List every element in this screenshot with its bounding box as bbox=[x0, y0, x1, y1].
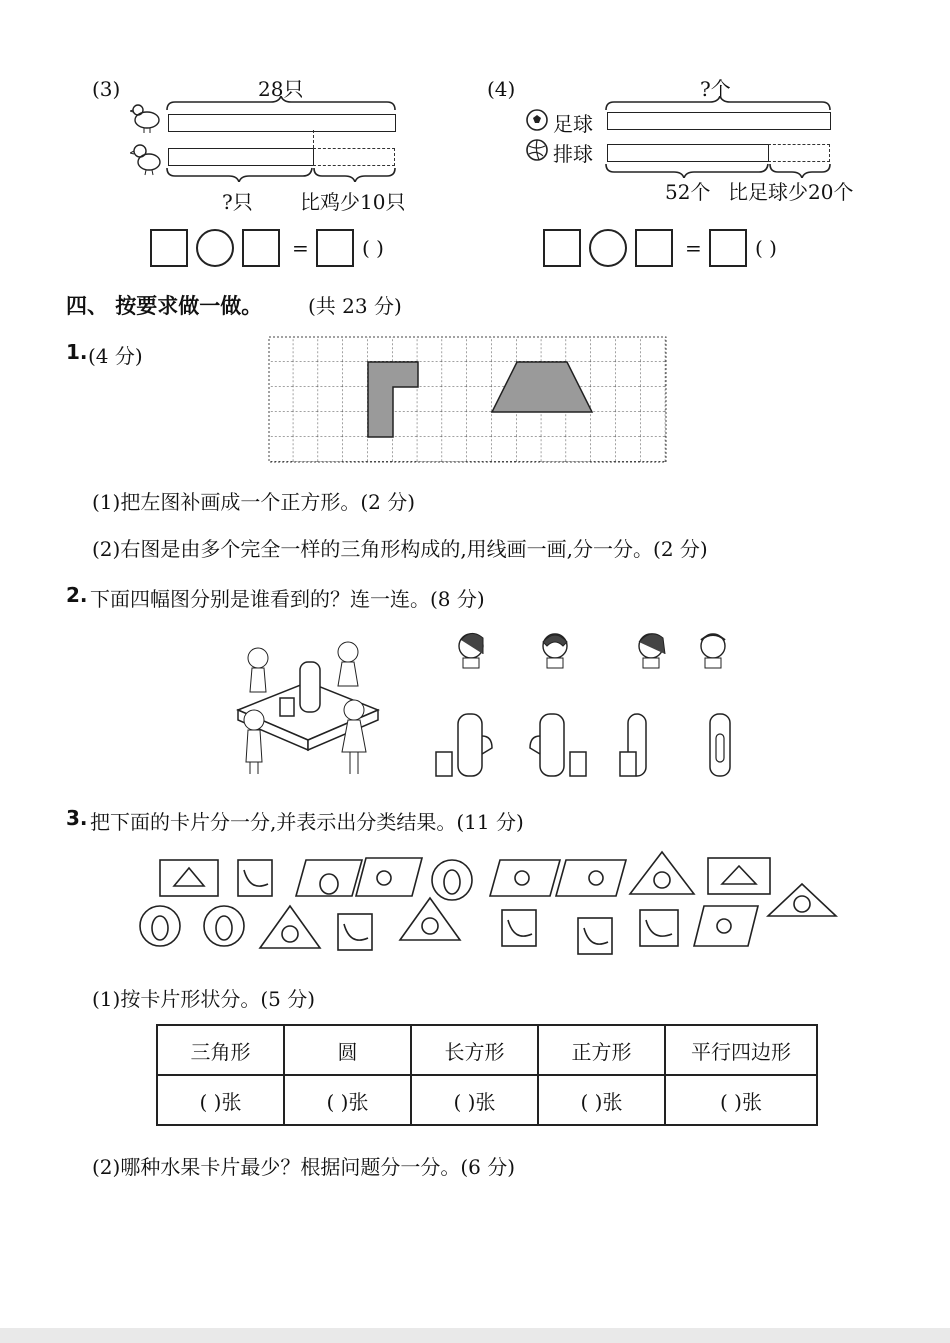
answer-cell[interactable]: ( )张 bbox=[665, 1075, 817, 1125]
football-bar bbox=[607, 112, 831, 130]
volleyball-icon bbox=[525, 138, 549, 162]
fruit-cards bbox=[130, 848, 840, 960]
page-bottom-edge bbox=[0, 1328, 950, 1343]
answer-box[interactable] bbox=[150, 229, 188, 267]
answer-box[interactable] bbox=[242, 229, 280, 267]
bottom-braces bbox=[165, 166, 397, 182]
answer-cell[interactable]: ( )张 bbox=[157, 1075, 284, 1125]
problem-3-total: 28只 bbox=[258, 77, 304, 101]
soccer-ball-icon bbox=[525, 108, 549, 132]
answer-box[interactable] bbox=[709, 229, 747, 267]
children-faces bbox=[455, 628, 755, 670]
problem-3-diff: 比鸡少10只 bbox=[300, 190, 406, 214]
section-title: 四、 按要求做一做。 bbox=[66, 294, 263, 318]
header-cell: 圆 bbox=[284, 1025, 411, 1075]
q1-number: 1. bbox=[66, 340, 88, 364]
problem-4-label: (4) bbox=[487, 77, 516, 101]
q3-sub2: (2)哪种水果卡片最少？根据问题分一分。(6 分) bbox=[92, 1155, 516, 1179]
row-label-volleyball: 排球 bbox=[553, 142, 593, 166]
volleyball-bar bbox=[607, 144, 769, 162]
answer-box[interactable] bbox=[543, 229, 581, 267]
difference-bar bbox=[313, 148, 395, 166]
duck-bar bbox=[168, 148, 314, 166]
table-scene-illustration bbox=[228, 622, 388, 782]
q1-score: (4 分) bbox=[88, 344, 143, 368]
total-brace bbox=[165, 96, 397, 112]
equals-sign: = bbox=[292, 236, 309, 260]
chicken-icon bbox=[130, 100, 164, 134]
answer-cell[interactable]: ( )张 bbox=[284, 1075, 411, 1125]
row-label-football: 足球 bbox=[553, 112, 593, 136]
header-cell: 正方形 bbox=[538, 1025, 665, 1075]
classification-table bbox=[156, 1024, 818, 1126]
chicken-bar bbox=[168, 114, 396, 132]
q1-sub1: (1)把左图补画成一个正方形。(2 分) bbox=[92, 490, 416, 514]
problem-4-total: ?个 bbox=[700, 77, 731, 101]
difference-bar bbox=[768, 144, 830, 162]
answer-cell[interactable]: ( )张 bbox=[538, 1075, 665, 1125]
answer-cell[interactable]: ( )张 bbox=[411, 1075, 538, 1125]
q3-text: 把下面的卡片分一分,并表示出分类结果。(11 分) bbox=[90, 810, 524, 834]
problem-4-known: 52个 bbox=[665, 180, 711, 204]
unit-paren[interactable]: ( ) bbox=[755, 236, 777, 260]
q3-sub1: (1)按卡片形状分。(5 分) bbox=[92, 987, 316, 1011]
answer-box[interactable] bbox=[635, 229, 673, 267]
q2-number: 2. bbox=[66, 583, 88, 607]
section-score: (共 23 分) bbox=[308, 294, 402, 318]
thermos-views bbox=[430, 706, 750, 778]
header-cell: 平行四边形 bbox=[665, 1025, 817, 1075]
answer-box[interactable] bbox=[316, 229, 354, 267]
unit-paren[interactable]: ( ) bbox=[362, 236, 384, 260]
table-header-row bbox=[157, 1025, 817, 1075]
dotted-grid bbox=[268, 336, 668, 464]
q1-sub2: (2)右图是由多个完全一样的三角形构成的,用线画一画,分一分。(2 分) bbox=[92, 537, 708, 561]
header-cell: 三角形 bbox=[157, 1025, 284, 1075]
operator-circle[interactable] bbox=[589, 229, 627, 267]
total-brace bbox=[604, 96, 836, 112]
equals-sign: = bbox=[685, 236, 702, 260]
duckling-icon bbox=[130, 140, 164, 176]
table-answer-row bbox=[157, 1075, 817, 1125]
problem-4-diff: 比足球少20个 bbox=[728, 180, 854, 204]
q3-number: 3. bbox=[66, 806, 88, 830]
header-cell: 长方形 bbox=[411, 1025, 538, 1075]
problem-3-label: (3) bbox=[92, 77, 121, 101]
q2-text: 下面四幅图分别是谁看到的？连一连。(8 分) bbox=[90, 587, 485, 611]
operator-circle[interactable] bbox=[196, 229, 234, 267]
problem-3-unknown: ?只 bbox=[222, 190, 253, 214]
